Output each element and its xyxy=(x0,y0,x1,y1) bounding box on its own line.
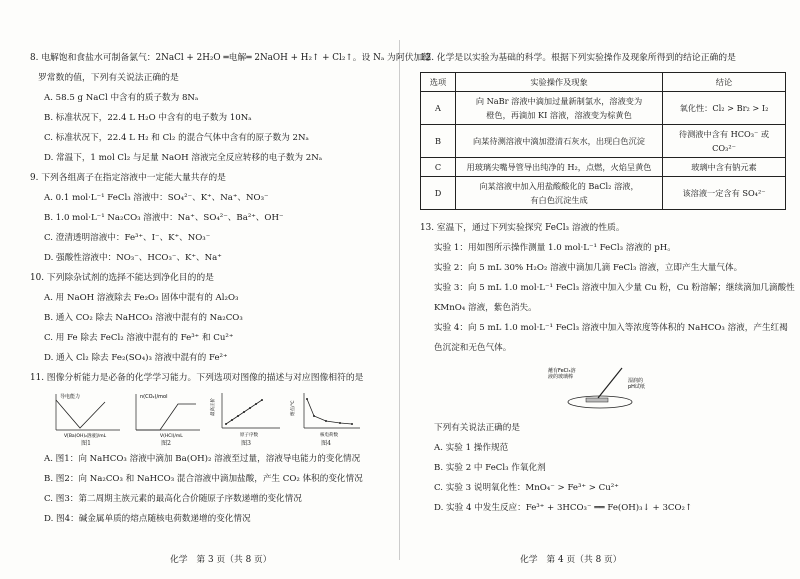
figure-2 xyxy=(130,390,202,447)
table-row xyxy=(421,158,786,177)
q11-option-a: A. 图1：向 NaHCO₃ 溶液中滴加 Ba(OH)₂ 溶液至过量，溶液导电能力的变化情况 xyxy=(44,454,361,464)
question-10 xyxy=(30,268,386,368)
q13-ask: 下列有关说法正确的是 xyxy=(434,423,520,433)
figure-1-plot xyxy=(50,390,122,438)
figure-2-caption: 图2 xyxy=(161,440,171,447)
figure-1-ylabel: 导电能力 xyxy=(60,394,81,400)
q10-stem: 10. 下列除杂试剂的选择不能达到净化目的的是 xyxy=(30,273,214,283)
q9-option-a: A. 0.1 mol·L⁻¹ FeCl₃ 溶液中：SO₄²⁻、K⁺、Na⁺、NO₃⁻ xyxy=(44,193,269,203)
q12-row-a-option: A xyxy=(421,92,456,125)
figure-3-caption: 图3 xyxy=(241,440,251,447)
figure-1-xlabel: V[Ba(OH)₂溶液]/mL xyxy=(64,434,107,439)
q11-figures xyxy=(50,390,386,447)
q13-experiment-3b: KMnO₄ 溶液，紫色消失。 xyxy=(434,303,537,313)
fig-label-rod-2: 液的玻璃棒 xyxy=(548,374,574,380)
q13-experiment-2: 实验 2：向 5 mL 30% H₂O₂ 溶液中滴加几滴 FeCl₃ 溶液，立即产生大量气体。 xyxy=(434,263,743,273)
q9-option-b: B. 1.0 mol·L⁻¹ Na₂CO₃ 溶液中：Na⁺、SO₄²⁻、Ba²⁺、OH⁻ xyxy=(44,213,284,223)
glass-rod-ph-paper-icon xyxy=(540,364,670,410)
right-page xyxy=(400,0,800,579)
figure-4-caption: 图4 xyxy=(321,440,331,447)
figure-2-plot xyxy=(130,390,202,438)
q12-row-b-operation: 向某待测溶液中滴加澄清石灰水，出现白色沉淀 xyxy=(456,125,663,158)
question-8 xyxy=(30,48,432,168)
question-13 xyxy=(420,218,795,518)
q12-row-b-option: B xyxy=(421,125,456,158)
q13-experiment-1: 实验 1：用如图所示操作测量 1.0 mol·L⁻¹ FeCl₃ 溶液的 pH。 xyxy=(434,243,676,253)
q13-experiment-3a: 实验 3：向 5 mL 1.0 mol·L⁻¹ FeCl₃ 溶液中加入少量 Cu 粉，Cu 粉溶解；继续滴加几滴酸性 xyxy=(434,283,795,293)
q8-option-b: B. 标准状况下，22.4 L H₂O 中含有的电子数为 10Nₐ xyxy=(44,113,252,123)
figure-3 xyxy=(210,390,282,447)
q13-option-a: A. 实验 1 操作规范 xyxy=(434,443,509,453)
page-3-footer: 化学 第 3 页（共 8 页） xyxy=(170,555,272,565)
fig-label-paper-2: pH试纸 xyxy=(628,384,645,390)
figure-4-plot xyxy=(290,390,362,438)
q12-table xyxy=(420,72,786,210)
fig-label-rod: 蘸有FeCl₃溶 xyxy=(548,368,576,374)
figure-3-plot xyxy=(210,390,282,438)
question-9 xyxy=(30,168,386,268)
q9-option-d: D. 强酸性溶液中：NO₃⁻、HCO₃⁻、K⁺、Na⁺ xyxy=(44,253,222,263)
q10-option-b: B. 通入 CO₂ 除去 NaHCO₃ 溶液中混有的 Na₂CO₃ xyxy=(44,313,243,323)
q12-table-header xyxy=(421,73,786,92)
figure-4-xlabel: 核电荷数 xyxy=(320,433,338,438)
q12-row-b-conclusion: 待测液中含有 HCO₃⁻ 或 CO₃²⁻ xyxy=(663,125,786,158)
q12-row-c-conclusion: 玻璃中含有钠元素 xyxy=(663,158,786,177)
q11-option-b: B. 图2：向 Na₂CO₃ 和 NaHCO₃ 混合溶液中滴加盐酸，产生 CO₂ 体积的变化情况 xyxy=(44,474,363,484)
q12-header-conclusion: 结论 xyxy=(663,73,786,92)
q8-option-a: A. 58.5 g NaCl 中含有的质子数为 8Nₐ xyxy=(44,93,199,103)
q12-row-a-conclusion: 氧化性：Cl₂ > Br₂ > I₂ xyxy=(663,92,786,125)
q12-header-operation: 实验操作及现象 xyxy=(456,73,663,92)
q13-option-b: B. 实验 2 中 FeCl₃ 作氧化剂 xyxy=(434,463,546,473)
q12-row-d-operation xyxy=(456,177,663,210)
q12-row-a-operation xyxy=(456,92,663,125)
q13-option-d: D. 实验 4 中发生反应：Fe³⁺ + 3HCO₃⁻ ══ Fe(OH)₃↓ + 3CO₂↑ xyxy=(434,503,693,513)
q12-row-c-option: C xyxy=(421,158,456,177)
q12-row-a-op1: 向 NaBr 溶液中滴加过量新制氯水，溶液变为 xyxy=(475,96,643,106)
figure-4 xyxy=(290,390,362,447)
q13-stem: 13. 室温下，通过下列实验探究 FeCl₃ 溶液的性质。 xyxy=(420,223,625,233)
q12-row-a-op2: 橙色，再滴加 KI 溶液，溶液变为棕黄色 xyxy=(486,110,632,120)
figure-4-ylabel: 熔点/℃ xyxy=(291,400,296,416)
table-row xyxy=(421,92,786,125)
q10-option-c: C. 用 Fe 除去 FeCl₂ 溶液中混有的 Fe³⁺ 和 Cu²⁺ xyxy=(44,333,234,343)
q8-option-d: D. 常温下，1 mol Cl₂ 与足量 NaOH 溶液完全反应转移的电子数为 2Nₐ xyxy=(44,153,323,163)
figure-3-ylabel: 最高正价 xyxy=(211,398,216,416)
q13-experiment-4a: 实验 4：向 5 mL 1.0 mol·L⁻¹ FeCl₃ 溶液中加入等浓度等体积的 NaHCO₃ 溶液，产生红褐 xyxy=(434,323,788,333)
q13-option-c: C. 实验 3 说明氧化性：MnO₄⁻ > Fe³⁺ > Cu²⁺ xyxy=(434,483,619,493)
q12-row-d-op2: 有白色沉淀生成 xyxy=(530,195,588,205)
q12-row-c-operation: 用玻璃尖嘴导管导出纯净的 H₂，点燃，火焰呈黄色 xyxy=(456,158,663,177)
ph-test-figure xyxy=(540,364,786,414)
q13-experiment-4b: 色沉淀和无色气体。 xyxy=(434,343,512,353)
figure-3-xlabel: 原子序数 xyxy=(240,433,258,438)
q8-stem-line1: 8. 电解饱和食盐水可制备氯气：2NaCl + 2H₂O ═电解═ 2NaOH + H₂↑ + Cl₂↑。设 Nₐ 为阿伏加德 xyxy=(30,53,432,63)
q9-option-c: C. 澄清透明溶液中：Fe³⁺、I⁻、K⁺、NO₃⁻ xyxy=(44,233,211,243)
table-row xyxy=(421,125,786,158)
figure-2-xlabel: V(HCl)/mL xyxy=(160,434,183,439)
q12-row-d-op1: 向某溶液中加入用盐酸酸化的 BaCl₂ 溶液， xyxy=(479,181,639,191)
q12-stem: 12. 化学是以实验为基础的科学。根据下列实验操作及现象所得到的结论正确的是 xyxy=(420,53,736,63)
page-4-footer: 化学 第 4 页（共 8 页） xyxy=(520,555,622,565)
q12-row-d-conclusion: 该溶液一定含有 SO₄²⁻ xyxy=(663,177,786,210)
q11-stem: 11. 图像分析能力是必备的化学学习能力。下列选项对图像的描述与对应图像相符的是 xyxy=(30,373,364,383)
q9-stem: 9. 下列各组离子在指定溶液中一定能大量共存的是 xyxy=(30,173,226,183)
q10-option-a: A. 用 NaOH 溶液除去 Fe₂O₃ 固体中混有的 Al₂O₃ xyxy=(44,293,239,303)
q8-stem-line2: 罗常数的值，下列有关说法正确的是 xyxy=(38,73,179,83)
q10-option-d: D. 通入 Cl₂ 除去 Fe₂(SO₄)₃ 溶液中混有的 Fe²⁺ xyxy=(44,353,228,363)
fig-label-paper: 湿润的 xyxy=(628,378,644,384)
q11-option-c: C. 图3：第二周期主族元素的最高化合价随原子序数递增的变化情况 xyxy=(44,494,302,504)
figure-1-caption: 图1 xyxy=(81,440,91,447)
q12-header-option: 选项 xyxy=(421,73,456,92)
figure-1 xyxy=(50,390,122,447)
question-11 xyxy=(30,368,386,529)
question-12 xyxy=(420,48,786,210)
q12-row-d-option: D xyxy=(421,177,456,210)
table-row xyxy=(421,177,786,210)
q8-option-c: C. 标准状况下，22.4 L H₂ 和 Cl₂ 的混合气体中含有的原子数为 2Nₐ xyxy=(44,133,309,143)
figure-2-ylabel: n(CO₂)/mol xyxy=(140,394,168,400)
q11-option-d: D. 图4：碱金属单质的熔点随核电荷数递增的变化情况 xyxy=(44,514,251,524)
